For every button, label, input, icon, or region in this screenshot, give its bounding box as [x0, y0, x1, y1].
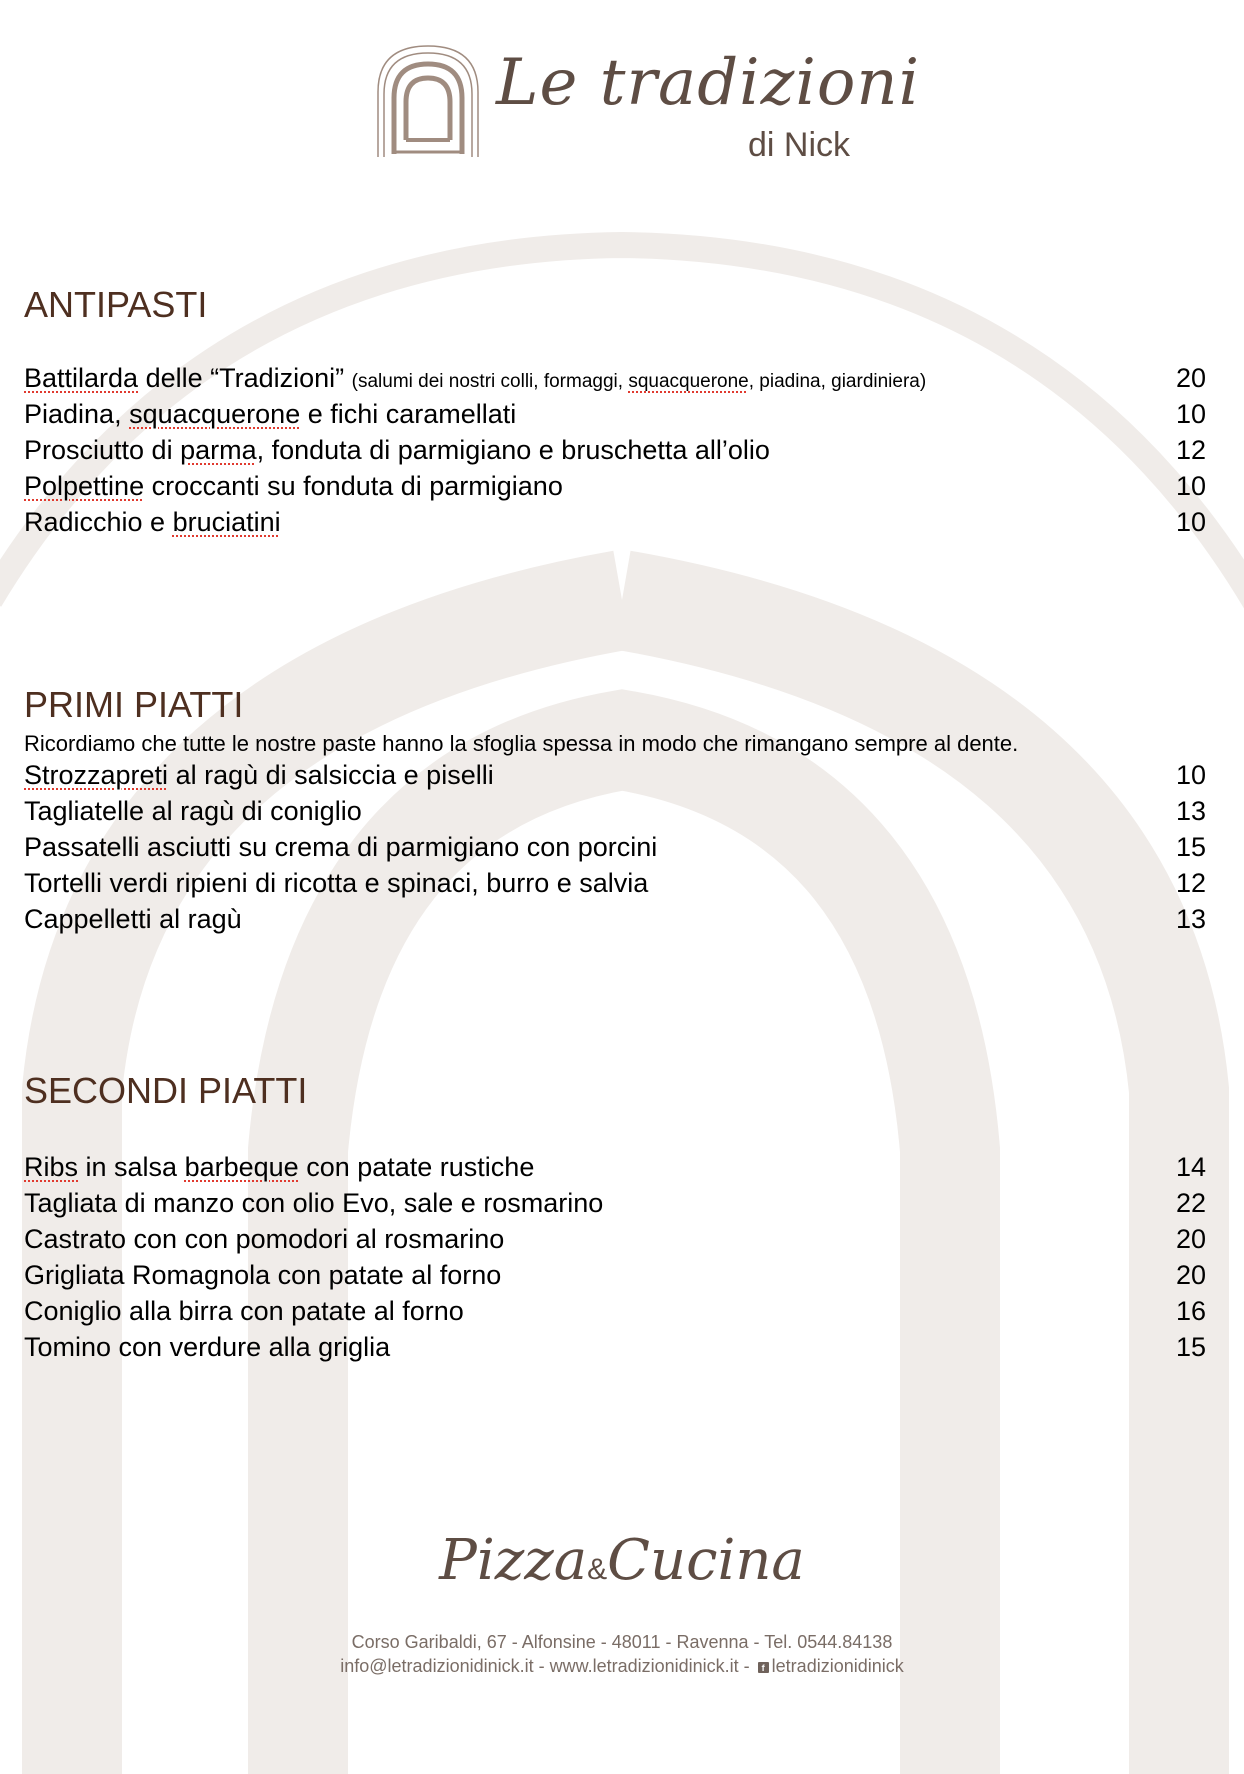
section-title-primi: PRIMI PIATTI: [24, 684, 244, 725]
item-price: 10: [1175, 399, 1206, 429]
item-name: Prosciutto di parma, fonduta di parmigiano e bruschetta all’olio: [24, 435, 770, 465]
footer-contacts: [0, 1656, 1244, 1677]
item-name: Coniglio alla birra con patate al forno: [24, 1296, 464, 1326]
item-price: 13: [1175, 796, 1206, 826]
item-name: Radicchio e bruciatini: [24, 507, 281, 537]
footer-social-handle: letradizionidinick: [771, 1656, 904, 1676]
item-price: 10: [1175, 760, 1206, 790]
footer-address: Corso Garibaldi, 67 - Alfonsine - 48011 - Ravenna - Tel. 0544.84138: [351, 1632, 893, 1652]
restaurant-logo: [376, 44, 921, 164]
menu-item: [24, 1188, 1206, 1222]
facebook-icon: f: [758, 1662, 769, 1673]
item-price: 12: [1175, 435, 1206, 465]
footer-brand-amp: &: [587, 1553, 608, 1586]
item-name: Tagliata di manzo con olio Evo, sale e rosmarino: [24, 1188, 604, 1218]
item-price: 22: [1175, 1188, 1206, 1218]
menu-item: [24, 1332, 1206, 1366]
menu-item: [24, 1152, 1206, 1186]
section-title-secondi: SECONDI PIATTI: [24, 1070, 308, 1111]
item-price: 20: [1175, 363, 1206, 393]
footer-brand-cucina: Cucina: [607, 1528, 805, 1593]
menu-item: [24, 868, 1206, 902]
footer-contacts-text: info@letradizionidinick.it - www.letradizionidinick.it -: [340, 1656, 755, 1676]
menu-item: Battilarda delle “Tradizioni” (salumi dei nostri colli, formaggi, squacquerone, piadina, giardiniera) 20: [24, 363, 1206, 393]
item-name: Castrato con con pomodori al rosmarino: [24, 1224, 505, 1254]
section-note: Ricordiamo che tutte le nostre paste hanno la sfoglia spessa in modo che rimangano sempre al dente.: [24, 731, 1019, 756]
item-price: 13: [1175, 904, 1206, 934]
item-price: 14: [1175, 1152, 1206, 1182]
item-name: Grigliata Romagnola con patate al forno: [24, 1260, 502, 1290]
footer-brand: [0, 1528, 1244, 1593]
item-price: 20: [1175, 1224, 1206, 1254]
menu-item: [24, 1224, 1206, 1258]
brand-name: Le tradizioni: [496, 46, 921, 120]
item-price: 16: [1175, 1296, 1206, 1326]
menu-item: [24, 904, 1206, 938]
menu-item: [24, 760, 1206, 794]
item-name: Tortelli verdi ripieni di ricotta e spinaci, burro e salvia: [24, 868, 649, 898]
item-price: 10: [1175, 471, 1206, 501]
item-price: 15: [1175, 832, 1206, 862]
section-title-antipasti: ANTIPASTI: [24, 284, 208, 325]
item-name: Ribs in salsa barbeque con patate rustiche: [24, 1152, 535, 1182]
item-name: Passatelli asciutti su crema di parmigiano con porcini: [24, 832, 658, 862]
brand-subtitle: di Nick: [748, 126, 851, 164]
item-name: Tagliatelle al ragù di coniglio: [24, 796, 362, 826]
menu-item: [24, 471, 1206, 505]
item-name: Tomino con verdure alla griglia: [24, 1332, 391, 1362]
item-price: 15: [1175, 1332, 1206, 1362]
item-name: Piadina, squacquerone e fichi caramellati: [24, 399, 517, 429]
item-description: (salumi dei nostri colli, formaggi, squacquerone, piadina, giardiniera): [351, 371, 927, 392]
item-name: Polpettine croccanti su fonduta di parmigiano: [24, 471, 563, 501]
menu-item: [24, 796, 1206, 830]
item-name: Cappelletti al ragù: [24, 904, 242, 934]
menu-item: [24, 832, 1206, 866]
menu-item: [24, 1296, 1206, 1330]
menu-item: [24, 399, 1206, 433]
menu-item: [24, 507, 1206, 541]
item-price: 20: [1175, 1260, 1206, 1290]
item-name: Battilarda: [24, 363, 139, 393]
item-price: 12: [1175, 868, 1206, 898]
menu-item: [24, 1260, 1206, 1294]
arch-logo-icon: [376, 44, 480, 158]
menu-item: [24, 435, 1206, 469]
item-price: 10: [1175, 507, 1206, 537]
item-name: Strozzapreti al ragù di salsiccia e piselli: [24, 760, 494, 790]
footer-brand-pizza: Pizza: [439, 1528, 588, 1593]
